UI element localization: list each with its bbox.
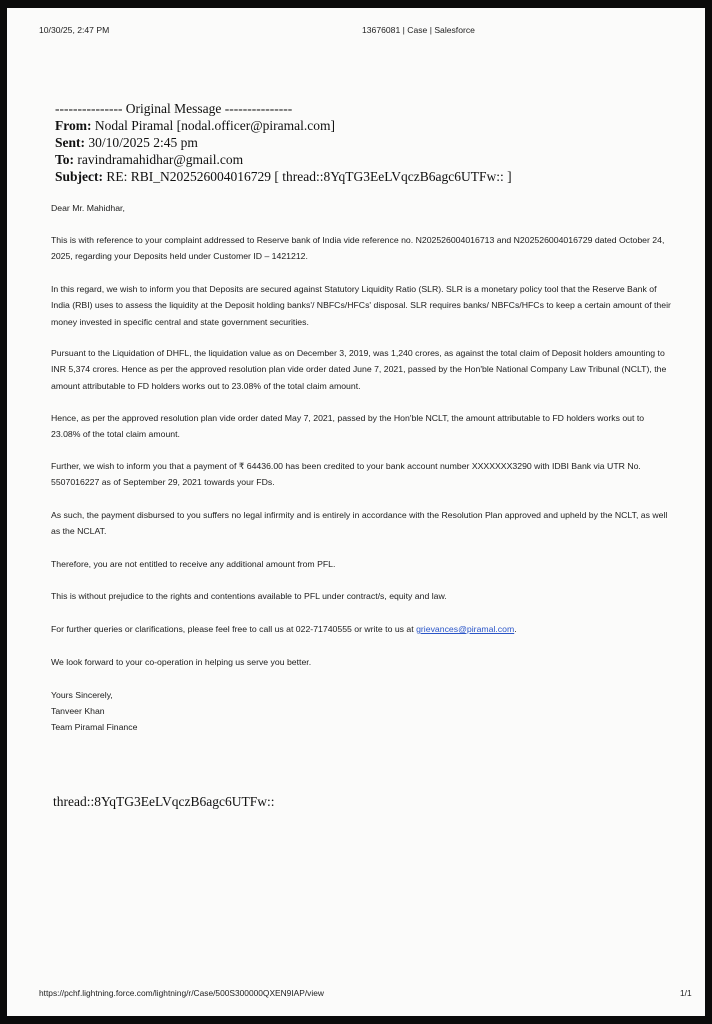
original-message-header bbox=[55, 100, 512, 185]
sent-value: 30/10/2025 2:45 pm bbox=[88, 135, 198, 150]
print-url: https://pchf.lightning.force.com/lightning/r/Case/500S300000QXEN9IAP/view bbox=[39, 988, 324, 998]
paragraph-slr: In this regard, we wish to inform you that Deposits are secured against Statutory Liquidity Ratio (SLR). SLR is a monetary policy tool that the Reserve Bank of India (RBI) uses to assess the liquidity at the Deposit holding banks'/ NBFCs/HFCs' disposal. SLR requires banks/ NBFCs/HFCs to keep a certain amount of their money invested in specific central and state government securities. bbox=[51, 284, 671, 327]
paragraph-resolution-plan: Hence, as per the approved resolution plan vide order dated May 7, 2021, passed by the Hon'ble NCLT, the amount attributable to FD holders works out to 23.08% of the total claim amount. bbox=[51, 413, 645, 440]
from-value: Nodal Piramal [nodal.officer@piramal.com] bbox=[94, 118, 335, 133]
original-message-divider: --------------- Original Message --------------- bbox=[55, 101, 293, 116]
grievances-email-link[interactable]: grievances@piramal.com bbox=[416, 624, 515, 634]
print-title: 13676081 | Case | Salesforce bbox=[362, 25, 475, 35]
to-line bbox=[55, 151, 512, 168]
signer-name: Tanveer Khan bbox=[51, 706, 105, 716]
signer-team: Team Piramal Finance bbox=[51, 722, 138, 732]
contact-text: For further queries or clarifications, please feel free to call us at 022-71740555 or write to us at bbox=[51, 624, 417, 634]
contact-text-end: . bbox=[514, 624, 517, 634]
subject-line bbox=[55, 168, 512, 185]
sent-label: Sent: bbox=[55, 135, 85, 150]
subject-label: Subject: bbox=[55, 169, 103, 184]
printed-page bbox=[7, 8, 705, 1016]
to-value: ravindramahidhar@gmail.com bbox=[77, 152, 244, 167]
subject-value: RE: RBI_N202526004016729 [ thread::8YqTG3EeLVqczB6agc6UTFw:: ] bbox=[106, 169, 512, 184]
thread-reference: thread::8YqTG3EeLVqczB6agc6UTFw:: bbox=[53, 794, 275, 809]
salutation: Dear Mr. Mahidhar, bbox=[51, 203, 125, 213]
paragraph-payment: Further, we wish to inform you that a payment of ₹ 64436.00 has been credited to your bank account number XXXXXXX3290 with IDBI Bank via UTR No. 5507016227 as of September 29, 2021 towards your FDs. bbox=[51, 461, 641, 488]
to-label: To: bbox=[55, 152, 75, 167]
print-datetime: 10/30/25, 2:47 PM bbox=[39, 25, 110, 35]
paragraph-liquidation: Pursuant to the Liquidation of DHFL, the liquidation value as on December 3, 2019, was 1,240 crores, as against the total claim of Deposit holders amounting to INR 5,374 crores. Hence as per the approved resolution plan vide order dated June 7, 2021, passed by the Hon'ble National Company Law Tribunal (NCLT), the amount attributable to FD holders works out to 23.08% of the total claim amount. bbox=[51, 348, 667, 391]
from-label: From: bbox=[55, 118, 92, 133]
paragraph-not-entitled: Therefore, you are not entitled to receive any additional amount from PFL. bbox=[51, 559, 336, 569]
paragraph-cooperation: We look forward to your co-operation in helping us serve you better. bbox=[51, 657, 312, 667]
paragraph-contact bbox=[51, 621, 671, 637]
sent-line bbox=[55, 134, 512, 151]
paragraph-without-prejudice: This is without prejudice to the rights and contentions available to PFL under contract/s, equity and law. bbox=[51, 591, 447, 601]
page-number: 1/1 bbox=[680, 988, 692, 998]
closing: Yours Sincerely, bbox=[51, 690, 113, 700]
from-line bbox=[55, 117, 512, 134]
paragraph-complaint-reference: This is with reference to your complaint addressed to Reserve bank of India vide reference no. N202526004016713 and N202526004016729 dated October 24, 2025, regarding your Deposits held under Customer ID – 1421212. bbox=[51, 235, 665, 262]
paragraph-legal-infirmity: As such, the payment disbursed to you suffers no legal infirmity and is entirely in accordance with the Resolution Plan approved and upheld by the NCLT, as well as the NCLAT. bbox=[51, 510, 668, 537]
